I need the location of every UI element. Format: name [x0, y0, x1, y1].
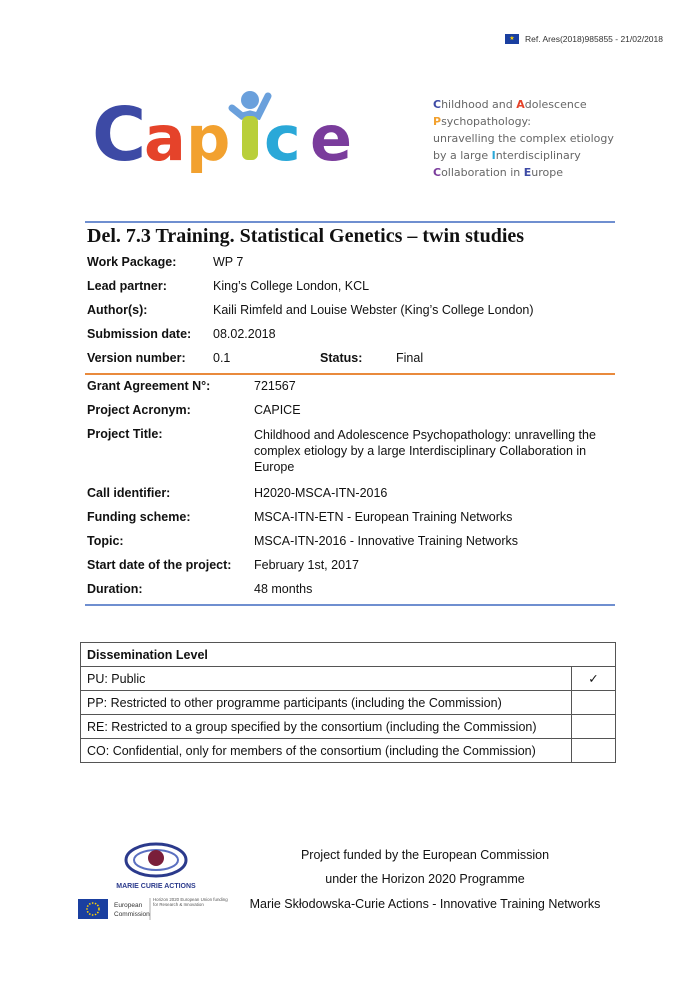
funding-line-3: Marie Skłodowska-Curie Actions - Innovative Training Networks: [249, 897, 601, 911]
table-row: [81, 739, 616, 763]
divider-middle: [85, 373, 615, 375]
project-title-value: Childhood and Adolescence Psychopathology: unravelling the complex etiology by a large Interdisciplinary Collaboration in Europe: [254, 428, 596, 474]
level-re-check: [572, 715, 616, 739]
table-row: [81, 691, 616, 715]
checkmark-icon: ✓: [572, 667, 616, 691]
funding-line-1: Project funded by the European Commission: [300, 848, 550, 862]
divider-bottom: [85, 604, 615, 606]
authors-row: Author(s): Kaili Rimfeld and Louise Webster (King’s College London): [87, 303, 534, 317]
level-pp: PP: Restricted to other programme participants (including the Commission): [81, 691, 572, 715]
funding-row: Funding scheme: MSCA-ITN-ETN - European Training Networks: [87, 510, 513, 524]
dissemination-table: [80, 642, 616, 763]
level-co: CO: Confidential, only for members of the consortium (including the Commission): [81, 739, 572, 763]
level-re: RE: Restricted to a group specified by the consortium (including the Commission): [81, 715, 572, 739]
svg-text:European: European: [114, 902, 143, 909]
dissemination-header: Dissemination Level: [81, 643, 616, 667]
table-row: [81, 715, 616, 739]
svg-text:a: a: [144, 102, 186, 175]
table-header-row: [81, 643, 616, 667]
reference-text: Ref. Ares(2018)985855 - 21/02/2018: [525, 34, 663, 44]
status-value: Final: [396, 351, 424, 365]
svg-text:Commission: Commission: [114, 911, 150, 918]
start-date-row: Start date of the project: February 1st, 2017: [87, 558, 359, 572]
submission-date-row: Submission date: 08.02.2018: [87, 327, 276, 341]
svg-text:c: c: [264, 102, 301, 175]
project-title-label: Project Title:: [87, 427, 163, 441]
project-tagline: Childhood and Adolescence Psychopathology: unravelling the complex etiology by a large Interdisciplinary Collaboration in Europe: [433, 98, 614, 179]
acronym-row: Project Acronym: CAPICE: [87, 403, 301, 417]
work-package-row: Work Package: WP 7: [87, 255, 244, 269]
svg-text:MARIE CURIE ACTIONS: MARIE CURIE ACTIONS: [116, 883, 196, 890]
duration-row: Duration: 48 months: [87, 582, 313, 596]
topic-row: Topic: MSCA-ITN-2016 - Innovative Training Networks: [87, 534, 518, 548]
funding-line-2: under the Horizon 2020 Programme: [325, 872, 525, 886]
marie-curie-logo: [116, 842, 196, 892]
level-public: PU: Public: [81, 667, 572, 691]
level-pp-check: [572, 691, 616, 715]
call-row: Call identifier: H2020-MSCA-ITN-2016: [87, 486, 388, 500]
version-row: Version number: 0.1 Status: Final: [87, 351, 424, 365]
reference-stamp: [505, 34, 663, 44]
grant-row: Grant Agreement N°: 721567: [87, 379, 296, 393]
svg-text:e: e: [310, 102, 353, 175]
lead-partner-row: Lead partner: King’s College London, KCL: [87, 279, 370, 293]
svg-text:C: C: [92, 92, 147, 178]
svg-text:p: p: [186, 102, 231, 175]
level-co-check: [572, 739, 616, 763]
deliverable-title: Del. 7.3 Training. Statistical Genetics – twin studies: [87, 225, 525, 247]
table-row: [81, 667, 616, 691]
divider-top: [85, 221, 615, 223]
status-label: Status:: [320, 351, 363, 365]
eu-flag-icon: ★: [505, 34, 519, 44]
european-commission-logo: European Commission Horizon 2020 European Union funding for Research & Innovation: [78, 896, 233, 922]
capice-logo: [92, 88, 372, 180]
